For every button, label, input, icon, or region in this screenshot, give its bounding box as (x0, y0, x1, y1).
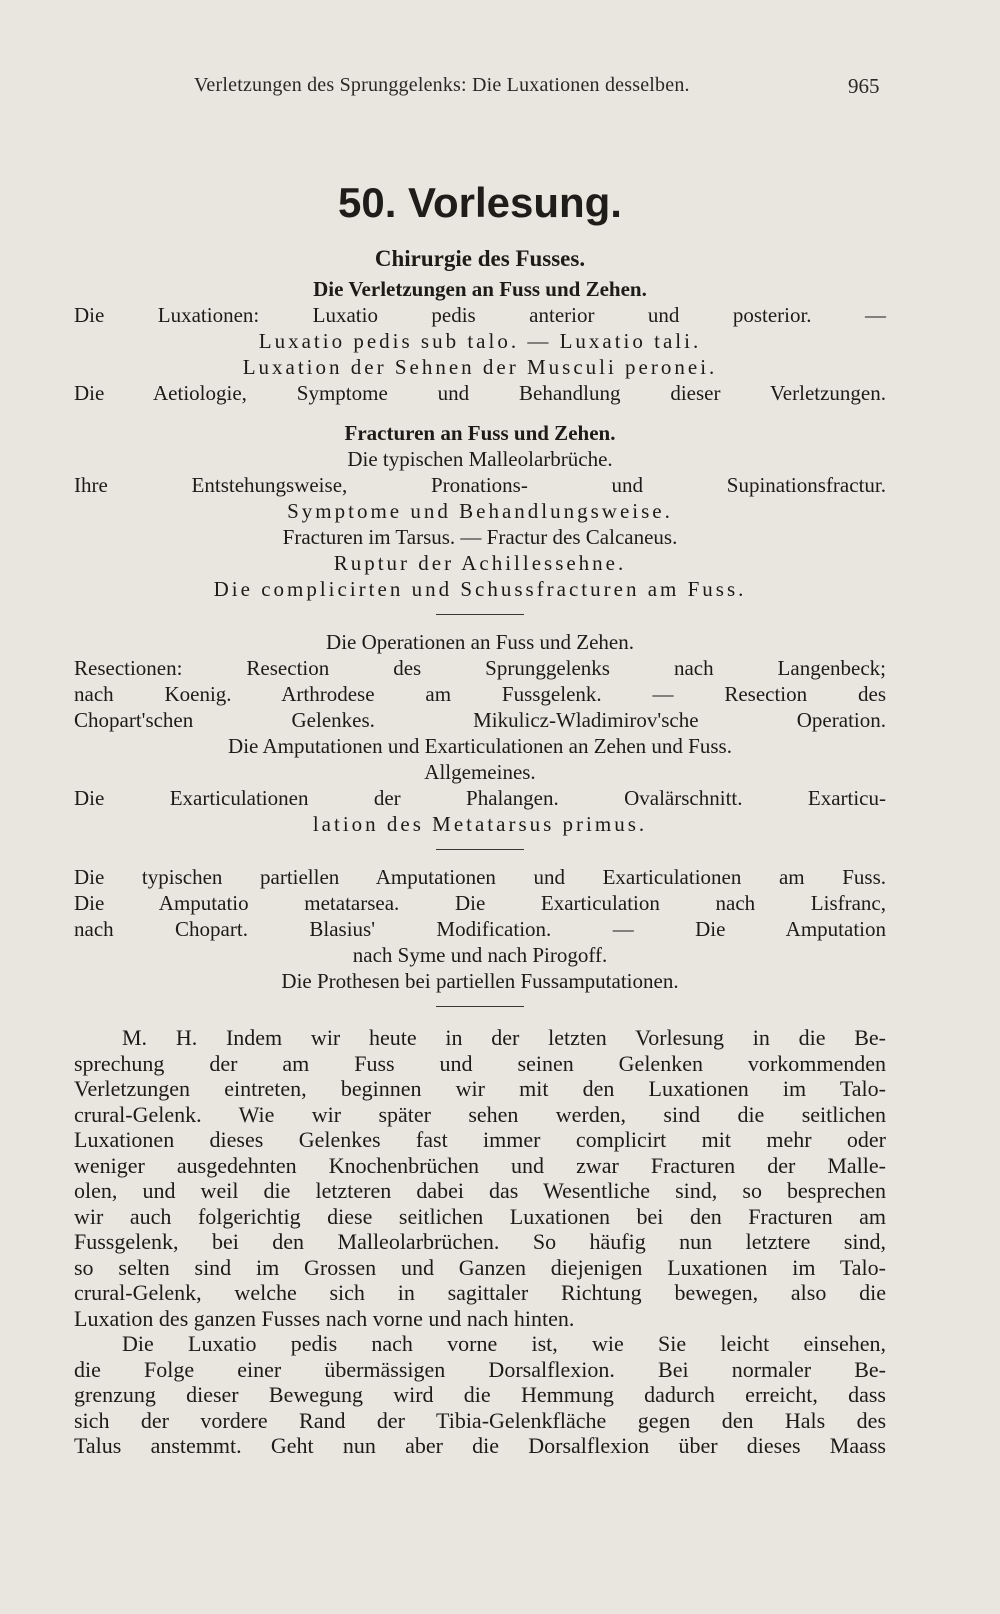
synopsis-line: Fracturen an Fuss und Zehen. (344, 421, 616, 445)
page-header (0, 74, 1000, 108)
text-line: crural-Gelenk. Wie wir später sehen werden, sind die seitlichen (74, 1101, 886, 1127)
synopsis-line: nach Chopart. Blasius' Modification. — Die Amputation (74, 917, 886, 941)
text-line: wir auch folgerichtig diese seitlichen Luxationen bei den Fracturen am (74, 1203, 886, 1229)
text-line: Talus anstemmt. Geht nun aber die Dorsalflexion über dieses Maass (74, 1433, 886, 1458)
synopsis-line: Die Operationen an Fuss und Zehen. (326, 630, 634, 654)
synopsis-line: Die Prothesen bei partiellen Fussamputationen. (281, 969, 679, 993)
running-title: Verletzungen des Sprunggelenks: Die Luxationen desselben. (194, 74, 690, 96)
synopsis-block-2 (74, 420, 886, 602)
page-content (74, 180, 886, 1459)
synopsis-line: Die Amputatio metatarsea. Die Exarticulation nach Lisfranc, (74, 891, 886, 915)
spacer (74, 406, 886, 420)
synopsis-line: lation des Metatarsus primus. (312, 812, 648, 836)
text-line: olen, und weil die letzteren dabei das Wesentliche sind, so besprechen (74, 1178, 886, 1203)
synopsis-line: Die typischen partiellen Amputationen und Exarticulationen am Fuss. (74, 865, 886, 889)
text-line: sprechung der am Fuss und seinen Gelenken vorkommenden (74, 1050, 886, 1076)
synopsis-line: Fracturen im Tarsus. — Fractur des Calcaneus. (282, 525, 678, 549)
synopsis-line: Symptome und Behandlungsweise. (287, 499, 673, 523)
text-line: weniger ausgedehnten Knochenbrüchen und zwar Fracturen der Malle- (74, 1152, 886, 1178)
section-divider (436, 1006, 524, 1007)
synopsis-line: Die complicirten und Schussfracturen am Fuss. (213, 577, 747, 601)
synopsis-line: Die typischen Malleolarbrüche. (347, 447, 613, 471)
text-line: Die Luxatio pedis nach vorne ist, wie Sie leicht einsehen, (122, 1331, 886, 1356)
page-number: 965 (848, 74, 880, 98)
paragraph (74, 1331, 886, 1459)
synopsis-line: Allgemeines. (424, 760, 536, 784)
synopsis-line: nach Syme und nach Pirogoff. (352, 943, 608, 967)
synopsis-block-1 (74, 276, 886, 406)
text-line: Luxationen dieses Gelenkes fast immer complicirt mit mehr oder (74, 1127, 886, 1152)
section-divider (436, 614, 524, 615)
text-line: sich der vordere Rand der Tibia-Gelenkfläche gegen den Hals des (74, 1407, 886, 1433)
body-text (74, 1025, 886, 1459)
synopsis-line: Die Amputationen und Exarticulationen an Zehen und Fuss. (228, 734, 732, 758)
text-line: Fussgelenk, bei den Malleolarbrüchen. So häufig nun letztere sind, (74, 1229, 886, 1254)
synopsis-line: Die Luxationen: Luxatio pedis anterior und posterior. — (74, 303, 886, 327)
lecture-title: 50. Vorlesung. (338, 179, 622, 226)
synopsis-line: Resectionen: Resection des Sprunggelenks nach Langenbeck; (74, 656, 886, 680)
synopsis-line: Luxatio pedis sub talo. — Luxatio tali. (258, 329, 702, 353)
synopsis-block-3 (74, 629, 886, 837)
synopsis-line: Die Aetiologie, Symptome und Behandlung dieser Verletzungen. (74, 381, 886, 405)
paragraph (74, 1025, 886, 1331)
synopsis-line: Die Verletzungen an Fuss und Zehen. (313, 277, 647, 301)
text-line: Verletzungen eintreten, beginnen wir mit den Luxationen im Talo- (74, 1076, 886, 1101)
synopsis-line: Chopart'schen Gelenkes. Mikulicz-Wladimirov'sche Operation. (74, 708, 886, 732)
synopsis-line: Ruptur der Achillessehne. (333, 551, 627, 575)
text-line: grenzung dieser Bewegung wird die Hemmung dadurch erreicht, dass (74, 1382, 886, 1407)
text-line: M. H. Indem wir heute in der letzten Vorlesung in die Be- (122, 1025, 886, 1050)
text-line: die Folge einer übermässigen Dorsalflexion. Bei normaler Be- (74, 1356, 886, 1382)
text-line: Luxation des ganzen Fusses nach vorne und nach hinten. (74, 1305, 575, 1331)
section-divider (436, 849, 524, 850)
synopsis-line: Ihre Entstehungsweise, Pronations- und Supinationsfractur. (74, 473, 886, 497)
synopsis-line: nach Koenig. Arthrodese am Fussgelenk. — Resection des (74, 682, 886, 706)
synopsis-line: Luxation der Sehnen der Musculi peronei. (242, 355, 718, 379)
chapter-title: Chirurgie des Fusses. (374, 246, 586, 271)
text-line: so selten sind im Grossen und Ganzen diejenigen Luxationen im Talo- (74, 1254, 886, 1280)
synopsis-line: Die Exarticulationen der Phalangen. Ovalärschnitt. Exarticu- (74, 786, 886, 810)
synopsis-block-4 (74, 864, 886, 994)
text-line: crural-Gelenk, welche sich in sagittaler Richtung bewegen, also die (74, 1280, 886, 1305)
